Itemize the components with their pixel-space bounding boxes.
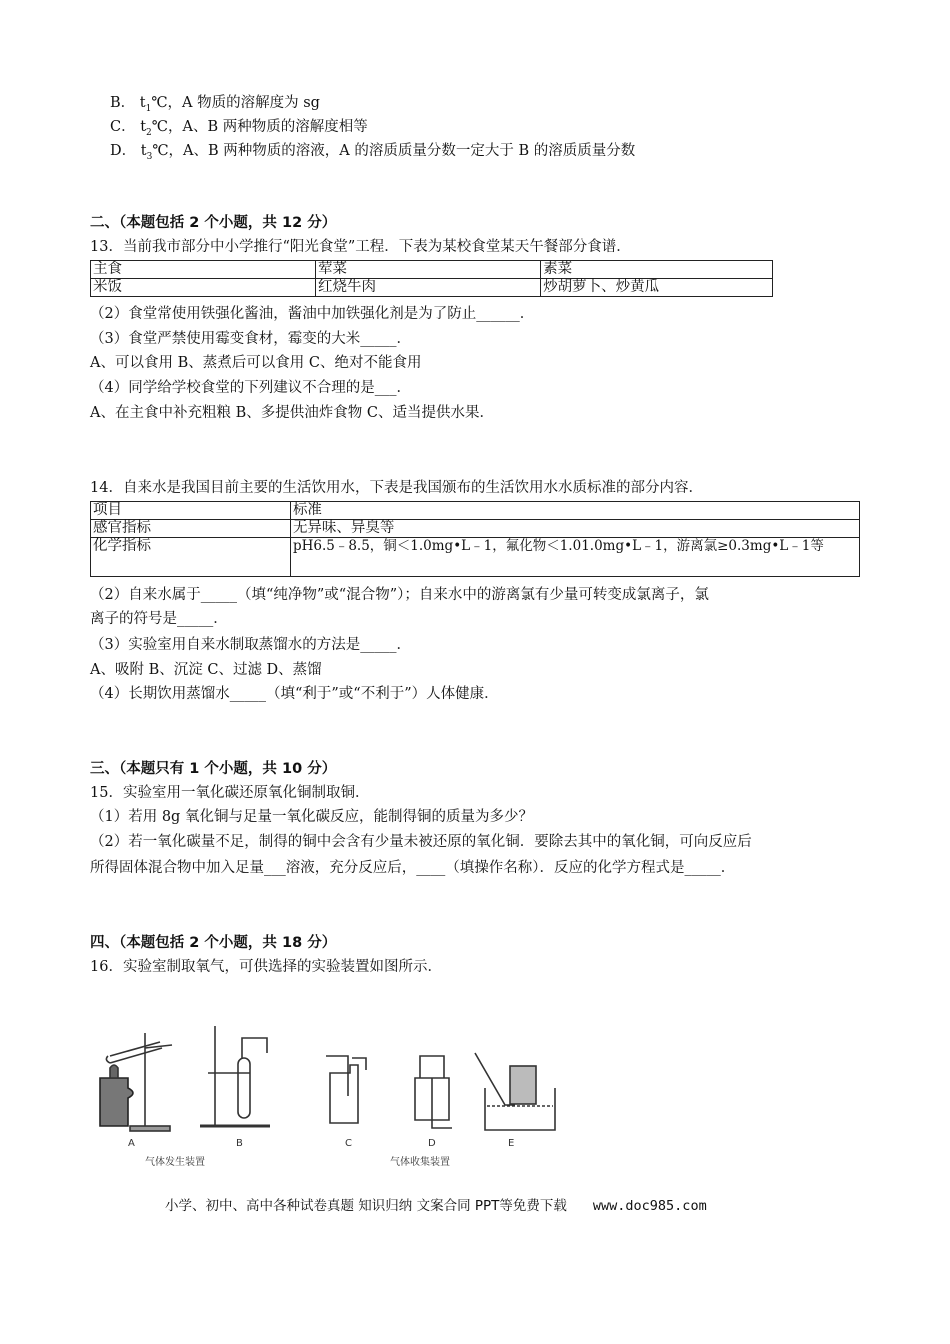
q14-part4: （4）长期饮用蒸馏水_____（填“利于”或“不利于”）人体健康．: [90, 686, 499, 702]
apparatus-b: [200, 1026, 270, 1126]
q13-part2: （2）食堂常使用铁强化酱油，酱油中加铁强化剂是为了防止______．: [90, 306, 535, 322]
table-cell: pH6.5﹣8.5，铜＜1.0mg•L﹣1，氟化物＜1.01.0mg•L﹣1，游离氯≥0.3mg•L﹣1等: [290, 538, 859, 577]
apparatus-c: [326, 1056, 366, 1123]
q14-part2-line1: （2）自来水属于_____（填“纯净物”或“混合物”）；自来水中的游离氯有少量可转变成氯离子，氯: [90, 587, 709, 603]
q12-option-c: C． $t_2℃$，A、B 两种物质的溶解度相等: [110, 119, 368, 138]
page-footer: [165, 1194, 707, 1214]
q15-part2-line2: 所得固体混合物中加入足量___溶液，充分反应后，____（填操作名称）．反应的化学方程式是_____．: [90, 860, 736, 876]
q14-stem: 14．自来水是我国目前主要的生活饮用水，下表是我国颁布的生活饮用水水质标准的部分内容．: [90, 480, 703, 496]
q13-menu-table: [90, 260, 773, 297]
table-cell: 荤菜: [316, 261, 541, 279]
q16-stem: 16．实验室制取氧气，可供选择的实验装置如图所示．: [90, 959, 442, 975]
section4-heading: 四、（本题包括 2 个小题，共 18 分）: [90, 935, 337, 951]
table-cell: 标准: [290, 502, 859, 520]
apparatus-e: [475, 1053, 555, 1130]
q12-option-d: D． $t_3℃$，A、B 两种物质的溶液，A 的溶质质量分数一定大于 B 的溶质质量分数: [110, 143, 636, 162]
apparatus-d: [415, 1056, 452, 1128]
section2-heading: 二、（本题包括 2 个小题，共 12 分）: [90, 215, 337, 231]
q12-option-b: B． $t_1℃$，A 物质的溶解度为 sg: [110, 95, 320, 114]
table-cell: 感官指标: [91, 520, 291, 538]
table-cell: 主食: [91, 261, 316, 279]
q15-part1: （1）若用 8g 氧化铜与足量一氧化碳反应，能制得铜的质量为多少？: [90, 809, 533, 825]
figure-label-a: A: [128, 1138, 135, 1149]
table-cell: 红烧牛肉: [316, 279, 541, 297]
q14-part3: （3）实验室用自来水制取蒸馏水的方法是_____．: [90, 637, 411, 653]
table-row: [91, 502, 860, 520]
table-cell: 炒胡萝卜、炒黄瓜: [541, 279, 773, 297]
figure-label-e: E: [508, 1138, 515, 1149]
table-cell: 无异味、异臭等: [290, 520, 859, 538]
q14-part2-line2: 离子的符号是_____．: [90, 611, 228, 627]
table-cell: 米饭: [91, 279, 316, 297]
table-cell: 化学指标: [91, 538, 291, 577]
caption-gas-collection: 气体收集装置: [390, 1157, 450, 1168]
q13-part4: （4）同学给学校食堂的下列建议不合理的是___．: [90, 380, 411, 396]
q13-part4-options: A、在主食中补充粗粮 B、多提供油炸食物 C、适当提供水果．: [90, 405, 494, 421]
figure-label-d: D: [428, 1138, 436, 1149]
footer-url[interactable]: www.doc985.com: [592, 1198, 707, 1214]
q15-stem: 15．实验室用一氧化碳还原氧化铜制取铜．: [90, 785, 370, 801]
caption-gas-generation: 气体发生装置: [145, 1157, 205, 1168]
table-row: [91, 520, 860, 538]
lab-apparatus-figure: [90, 1018, 650, 1168]
q15-part2-line1: （2）若一氧化碳量不足，制得的铜中会含有少量未被还原的氧化铜．要除去其中的氧化铜，可向反应后: [90, 834, 752, 850]
table-row: [91, 279, 773, 297]
table-cell: 素菜: [541, 261, 773, 279]
table-cell: 项目: [91, 502, 291, 520]
table-row: [91, 261, 773, 279]
section3-heading: 三、（本题只有 1 个小题，共 10 分）: [90, 761, 337, 777]
figure-label-c: C: [345, 1138, 352, 1149]
table-row: [91, 538, 860, 577]
q13-part3-options: A、可以食用 B、蒸煮后可以食用 C、绝对不能食用: [90, 355, 422, 371]
q14-water-standard-table: [90, 501, 860, 577]
figure-label-b: B: [236, 1138, 243, 1149]
q14-part3-options: A、吸附 B、沉淀 C、过滤 D、蒸馏: [90, 662, 322, 678]
footer-text: 小学、初中、高中各种试卷真题 知识归纳 文案合同 PPT等免费下载: [165, 1198, 567, 1214]
q13-part3: （3）食堂严禁使用霉变食材，霉变的大米_____．: [90, 331, 411, 347]
apparatus-a: [100, 1033, 172, 1131]
q13-stem: 13．当前我市部分中小学推行“阳光食堂”工程．下表为某校食堂某天午餐部分食谱．: [90, 239, 631, 255]
